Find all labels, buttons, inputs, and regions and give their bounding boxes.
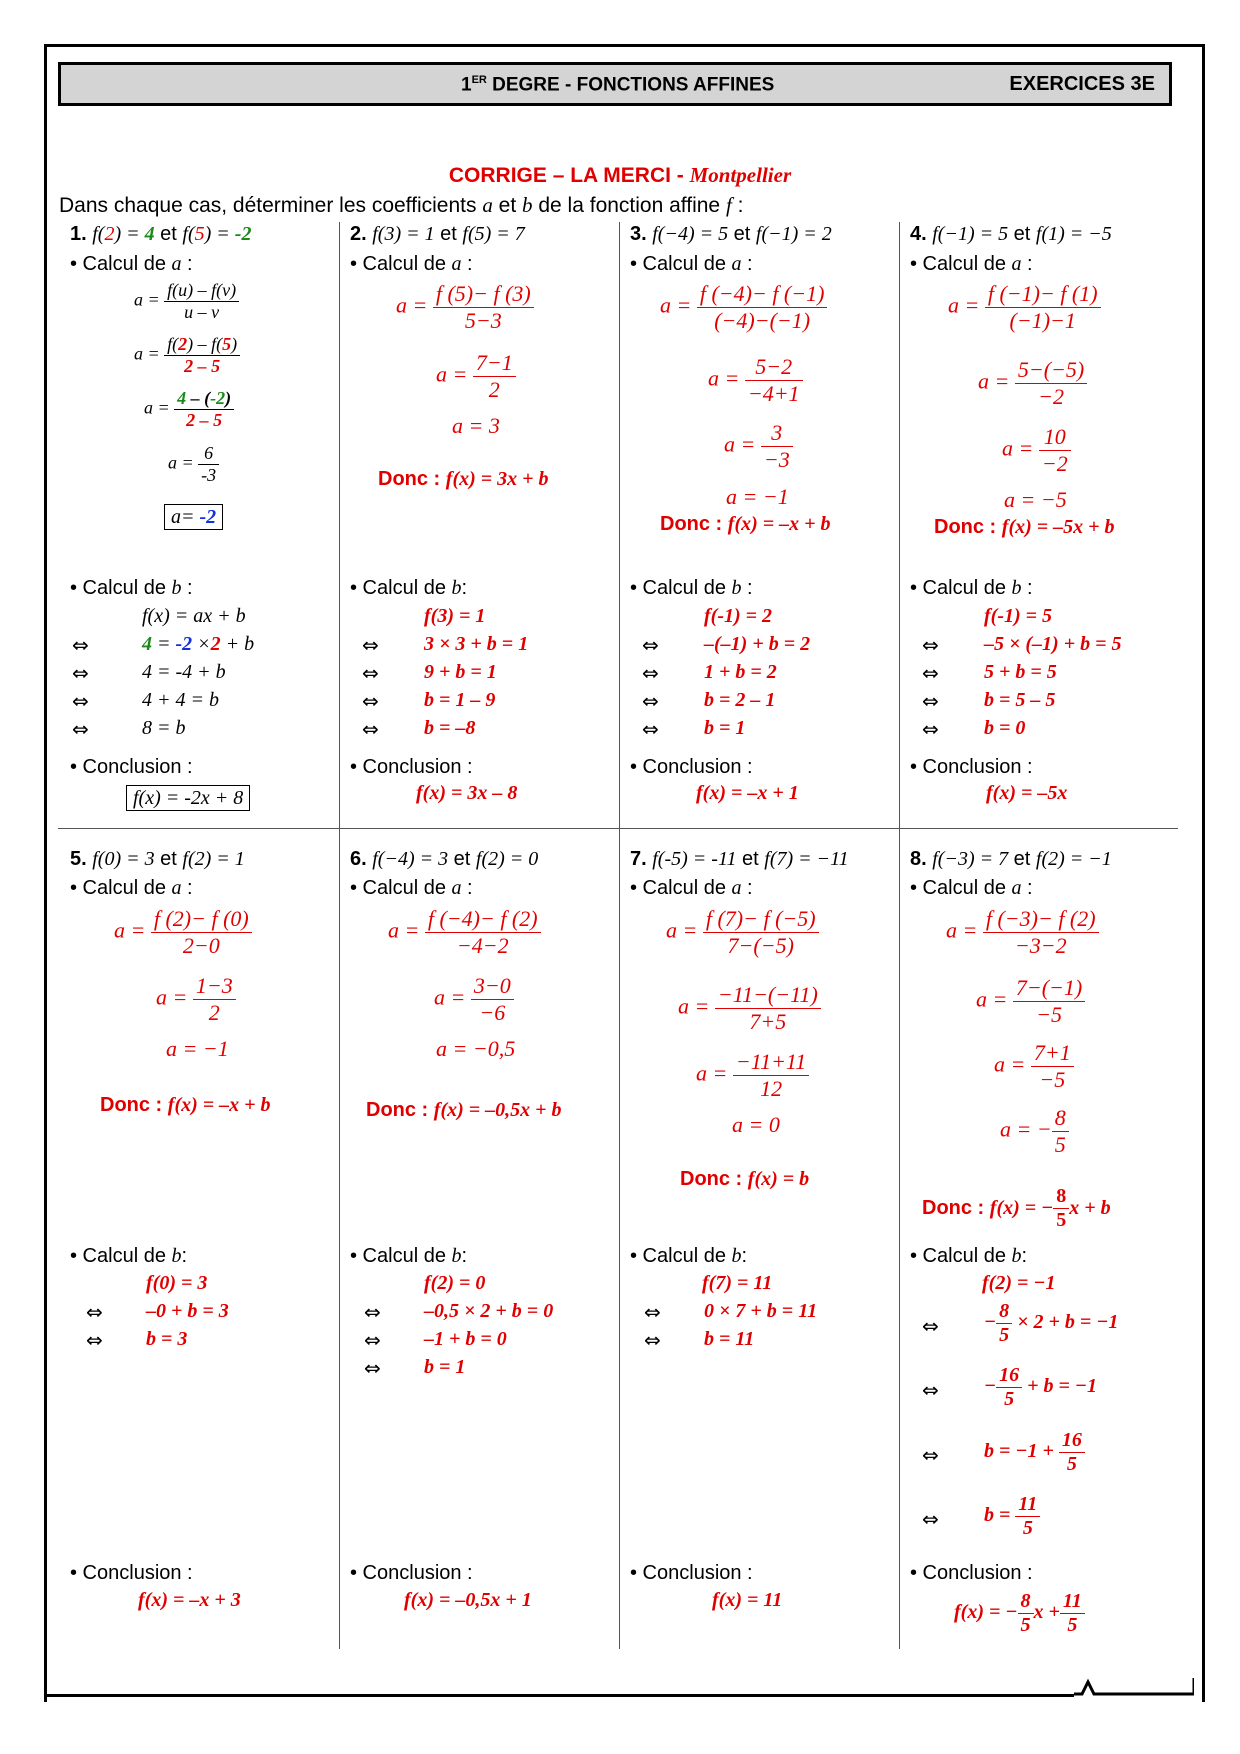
formula-step-1: a = $\frac{f (2)- f (0)}{2-0}$ <box>114 906 252 959</box>
step-b-3: 9 + b = 1 <box>424 661 497 683</box>
formula-step-2: a = $\frac{3-0}{-6}$ <box>434 973 514 1026</box>
formula-step-3: a = $\frac{3}{-3}$ <box>724 420 793 473</box>
step-b-3: − $\frac{16}{5}$ + b = −1 <box>984 1364 1098 1410</box>
equiv-icon: ⇔ <box>922 1378 939 1402</box>
header-title: 1ER DEGRE - FONCTIONS AFFINES <box>461 74 775 96</box>
donc-line: Donc : f(x) = –x + b <box>100 1094 271 1116</box>
formula-step-2: a = $\frac{7-1}{2}$ <box>436 350 516 403</box>
formula-step-1: a = $\frac{f (5)- f (3)}{5-3}$ <box>396 281 534 334</box>
donc-line: Donc : f(x) = –5x + b <box>934 516 1115 538</box>
calc-a-label: • Calcul de a : <box>70 877 193 899</box>
header-exercises: EXERCICES 3E <box>1009 73 1155 95</box>
result-a: a = −1 <box>166 1036 229 1061</box>
equiv-icon: ⇔ <box>362 633 379 657</box>
step-b-5: b = –8 <box>424 717 476 739</box>
exercise-7-statement: 7. f(-5) = -11 et f(7) = −11 <box>630 848 849 870</box>
row-divider <box>58 828 1178 829</box>
step-b-5: b = 1 <box>704 717 746 739</box>
page-corner-mark <box>1074 1678 1194 1696</box>
donc-line: Donc : f(x) = 3x + b <box>378 468 549 490</box>
formula-step-1: a = $\frac{f (-3)- f (2)}{-3-2}$ <box>946 906 1099 959</box>
calc-b-label: • Calcul de b: <box>630 1245 748 1267</box>
step-b-1: f(-1) = 2 <box>704 605 773 627</box>
calc-b-label: • Calcul de b: <box>70 1245 188 1267</box>
step-b-2: –0 + b = 3 <box>146 1300 229 1322</box>
step-b-3: b = 11 <box>704 1328 755 1350</box>
step-b-5: b = $\frac{11}{5}$ <box>984 1493 1040 1540</box>
conclusion-label: • Conclusion : <box>70 756 193 778</box>
calc-a-label: • Calcul de a : <box>350 253 473 275</box>
equiv-icon: ⇔ <box>922 689 939 713</box>
equiv-icon: ⇔ <box>922 633 939 657</box>
formula-step-3: a = $\frac{4 - (-2)}{2 - 5}$ <box>144 388 234 431</box>
formula-step-2: a = $\frac{-11-(-11)}{7+5}$ <box>678 982 821 1035</box>
conclusion-result: f(x) = –x + 1 <box>696 782 799 804</box>
equiv-icon: ⇔ <box>86 1328 103 1352</box>
equiv-icon: ⇔ <box>364 1328 381 1352</box>
exercise-6-statement: 6. f(−4) = 3 et f(2) = 0 <box>350 848 539 870</box>
step-b-1: f(3) = 1 <box>424 605 486 627</box>
conclusion-label: • Conclusion : <box>910 1562 1033 1584</box>
result-a: a = 0 <box>732 1112 780 1137</box>
exercise-1-statement: 1. f(2) = 4 et f(5) = -2 <box>70 223 252 245</box>
conclusion-label: • Conclusion : <box>350 1562 473 1584</box>
formula-step-3: a = $\frac{10}{-2}$ <box>1002 424 1071 477</box>
equiv-icon: ⇔ <box>72 717 89 741</box>
conclusion-result: f(x) = 3x – 8 <box>416 782 518 804</box>
step-b-1: f(2) = −1 <box>982 1272 1056 1294</box>
step-b-1: f(-1) = 5 <box>984 605 1053 627</box>
equiv-icon: ⇔ <box>922 717 939 741</box>
step-b-4: 4 + 4 = b <box>142 689 219 711</box>
calc-a-label: • Calcul de a : <box>630 877 753 899</box>
equiv-icon: ⇔ <box>362 689 379 713</box>
equiv-icon: ⇔ <box>642 633 659 657</box>
step-b-2: 4 = -2 ×2 + b <box>142 633 255 655</box>
step-b-3: 4 = -4 + b <box>142 661 226 683</box>
conclusion-result: f(x) = –5x <box>986 782 1068 804</box>
donc-line: Donc : f(x) = –0,5x + b <box>366 1099 562 1121</box>
conclusion-result: f(x) = –x + 3 <box>138 1589 241 1611</box>
instructions: Dans chaque cas, déterminer les coefficients a et b de la fonction affine f : <box>59 193 744 217</box>
formula-step-2: a = $\frac{5-(-5)}{-2}$ <box>978 357 1087 410</box>
step-b-1: f(7) = 11 <box>702 1272 773 1294</box>
equiv-icon: ⇔ <box>922 1443 939 1467</box>
equiv-icon: ⇔ <box>922 1314 939 1338</box>
step-b-4: b = 5 – 5 <box>984 689 1056 711</box>
step-b-4: b = 1 <box>424 1356 466 1378</box>
calc-b-label: • Calcul de b : <box>70 577 193 599</box>
step-b-4: b = 2 – 1 <box>704 689 776 711</box>
formula-step-1: a = $\frac{f (7)- f (-5)}{7-(-5)}$ <box>666 906 819 959</box>
formula-step-2: a = $\frac{7-(-1)}{-5}$ <box>976 975 1085 1028</box>
step-b-2: − $\frac{8}{5}$ × 2 + b = −1 <box>984 1300 1119 1346</box>
conclusion-label: • Conclusion : <box>630 756 753 778</box>
calc-b-label: • Calcul de b: <box>350 577 468 599</box>
step-b-2: 3 × 3 + b = 1 <box>424 633 529 655</box>
equiv-icon: ⇔ <box>642 717 659 741</box>
step-b-3: –1 + b = 0 <box>424 1328 507 1350</box>
conclusion-label: • Conclusion : <box>350 756 473 778</box>
step-b-3: 5 + b = 5 <box>984 661 1057 683</box>
exercise-2-statement: 2. f(3) = 1 et f(5) = 7 <box>350 223 525 245</box>
conclusion-result: f(x) = -2x + 8 <box>126 787 250 810</box>
result-a: a = − $\frac{8}{5}$ <box>1000 1105 1069 1158</box>
result-a: a = −5 <box>1004 487 1067 512</box>
calc-a-label: • Calcul de a : <box>910 253 1033 275</box>
formula-step-1: a = $\frac{f (-1)- f (1)}{(-1)-1}$ <box>948 281 1101 334</box>
equiv-icon: ⇔ <box>642 661 659 685</box>
equiv-icon: ⇔ <box>364 1356 381 1380</box>
exercise-5-statement: 5. f(0) = 3 et f(2) = 1 <box>70 848 245 870</box>
exercise-4-statement: 4. f(−1) = 5 et f(1) = −5 <box>910 223 1112 245</box>
calc-b-label: • Calcul de b : <box>910 577 1033 599</box>
step-b-2: 0 × 7 + b = 11 <box>704 1300 818 1322</box>
formula-step-2: a = $\frac{1-3}{2}$ <box>156 973 236 1026</box>
calc-b-label: • Calcul de b : <box>630 577 753 599</box>
formula-step-1: a = $\frac{f (-4)- f (2)}{-4-2}$ <box>388 906 541 959</box>
equiv-icon: ⇔ <box>644 1300 661 1324</box>
step-b-5: 8 = b <box>142 717 186 739</box>
step-b-4: b = −1 + $\frac{16}{5}$ <box>984 1429 1085 1476</box>
calc-a-label: • Calcul de a : <box>630 253 753 275</box>
equiv-icon: ⇔ <box>362 717 379 741</box>
equiv-icon: ⇔ <box>642 689 659 713</box>
header-bar <box>58 62 1172 106</box>
corrige-title: CORRIGE – LA MERCI - Montpellier <box>448 163 792 187</box>
conclusion-label: • Conclusion : <box>910 756 1033 778</box>
step-b-1: f(x) = ax + b <box>142 605 246 627</box>
formula-step-2: a = $\frac{5-2}{-4+1}$ <box>708 354 803 407</box>
equiv-icon: ⇔ <box>362 661 379 685</box>
step-b-5: b = 0 <box>984 717 1026 739</box>
step-b-2: –5 × (–1) + b = 5 <box>984 633 1122 655</box>
result-a: a = −1 <box>726 484 789 509</box>
conclusion-label: • Conclusion : <box>630 1562 753 1584</box>
step-b-1: f(0) = 3 <box>146 1272 208 1294</box>
equiv-icon: ⇔ <box>72 661 89 685</box>
calc-a-label: • Calcul de a : <box>910 877 1033 899</box>
step-b-1: f(2) = 0 <box>424 1272 486 1294</box>
equiv-icon: ⇔ <box>364 1300 381 1324</box>
formula-step-2: a = $\frac{f(2) - f(5)}{2 - 5}$ <box>134 334 240 377</box>
donc-line: Donc : f(x) = –x + b <box>660 513 831 535</box>
calc-b-label: • Calcul de b: <box>350 1245 468 1267</box>
result-a: a = −0,5 <box>436 1036 516 1061</box>
result-a: a= -2 <box>164 506 223 529</box>
conclusion-result: f(x) = 11 <box>712 1589 783 1611</box>
formula-step-1: a = $\frac{f (-4)- f (-1)}{(-4)-(-1)}$ <box>660 281 827 334</box>
calc-b-label: • Calcul de b: <box>910 1245 1028 1267</box>
step-b-3: 1 + b = 2 <box>704 661 777 683</box>
equiv-icon: ⇔ <box>922 1507 939 1531</box>
equiv-icon: ⇔ <box>86 1300 103 1324</box>
formula-step-3: a = $\frac{7+1}{-5}$ <box>994 1040 1074 1093</box>
formula-step-1: a = $\frac{f(u) - f(v)}{u - v}$ <box>134 280 239 323</box>
donc-line: Donc : f(x) = b <box>680 1168 810 1190</box>
column-divider <box>619 222 620 1649</box>
calc-a-label: • Calcul de a : <box>350 877 473 899</box>
step-b-2: –(–1) + b = 2 <box>704 633 811 655</box>
step-b-2: –0,5 × 2 + b = 0 <box>424 1300 554 1322</box>
conclusion-result: f(x) = –0,5x + 1 <box>404 1589 532 1611</box>
formula-step-3: a = $\frac{-11+11}{12}$ <box>696 1049 809 1102</box>
formula-step-4: a = $\frac{6}{-3}$ <box>168 443 219 486</box>
equiv-icon: ⇔ <box>72 689 89 713</box>
donc-line: Donc : f(x) = − $\frac{8}{5}$ x + b <box>922 1185 1111 1231</box>
exercise-3-statement: 3. f(−4) = 5 et f(−1) = 2 <box>630 223 832 245</box>
result-a: a = 3 <box>452 413 500 438</box>
page-bottom-border <box>44 1694 1074 1697</box>
calc-a-label: • Calcul de a : <box>70 253 193 275</box>
conclusion-result: f(x) = − $\frac{8}{5}$ x + $\frac{11}{5}$ <box>954 1590 1085 1637</box>
conclusion-label: • Conclusion : <box>70 1562 193 1584</box>
step-b-3: b = 3 <box>146 1328 188 1350</box>
step-b-4: b = 1 – 9 <box>424 689 496 711</box>
column-divider <box>899 222 900 1649</box>
exercise-8-statement: 8. f(−3) = 7 et f(2) = −1 <box>910 848 1112 870</box>
equiv-icon: ⇔ <box>644 1328 661 1352</box>
column-divider <box>339 222 340 1649</box>
equiv-icon: ⇔ <box>922 661 939 685</box>
equiv-icon: ⇔ <box>72 633 89 657</box>
